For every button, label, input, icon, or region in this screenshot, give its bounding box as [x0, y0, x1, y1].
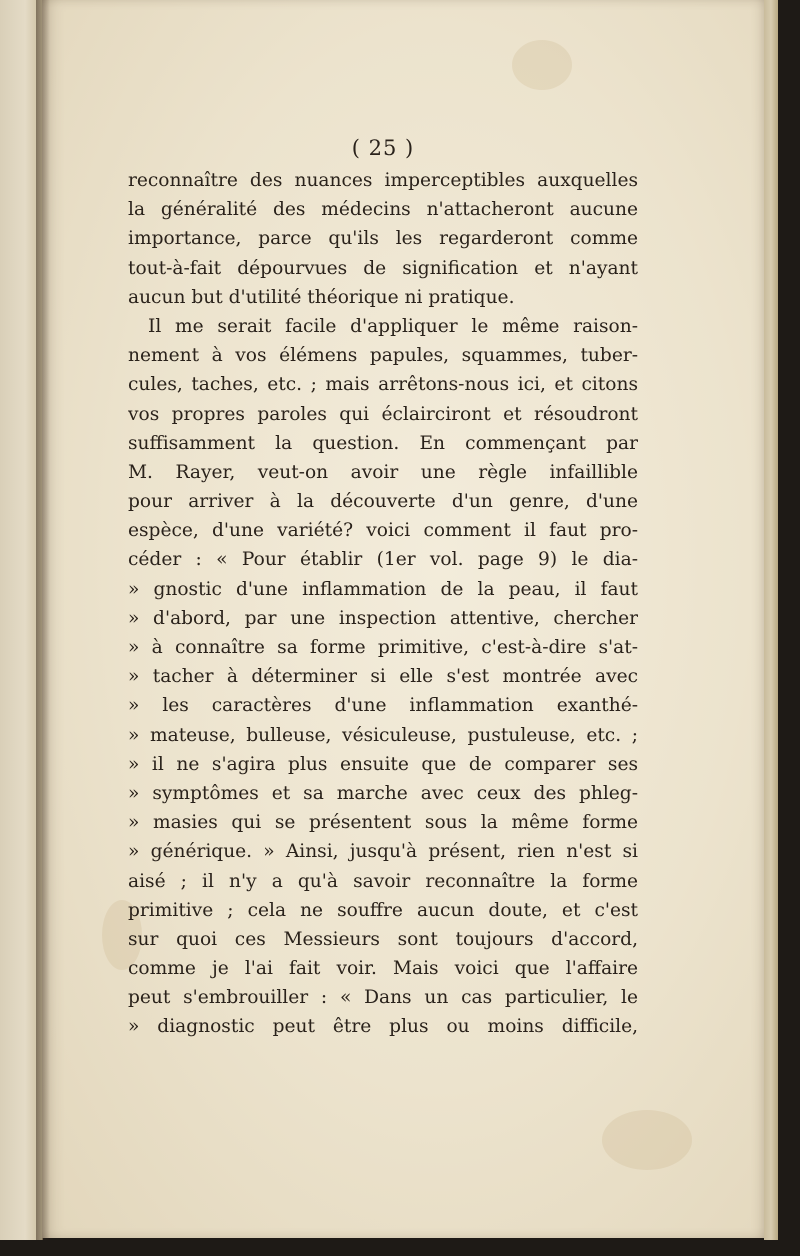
text-line: suffisamment la question. En commençant par [128, 432, 638, 454]
text-line: sur quoi ces Messieurs sont toujours d'accord, [128, 928, 638, 950]
text-line: tout-à-fait dépourvues de signification et n'ayant [128, 257, 638, 279]
text-line: espèce, d'une variété? voici comment il faut pro- [128, 520, 638, 542]
text-line: reconnaître des nuances imperceptibles auxquelles [128, 170, 638, 191]
text-line: comme je l'ai fait voir. Mais voici que l'affaire [128, 958, 638, 980]
text-line: » d'abord, par une inspection attentive, chercher [128, 607, 638, 629]
text-line: vos propres paroles qui éclairciront et résoudront [128, 403, 638, 425]
text-line: » les caractères d'une inflammation exanthé- [128, 695, 638, 717]
page-number: ( 25 ) [351, 136, 415, 160]
text-line: Il me serait facile d'appliquer le même raison- [148, 315, 638, 337]
text-line: » symptômes et sa marche avec ceux des phleg- [128, 782, 638, 804]
text-line: M. Rayer, veut-on avoir une règle infaillible [128, 461, 638, 483]
text-line: » à connaître sa forme primitive, c'est-à-dire s'at- [128, 637, 638, 658]
text-line: » diagnostic peut être plus ou moins difficile, [128, 1016, 638, 1038]
text-line: pour arriver à la découverte d'un genre, d'une [128, 491, 638, 513]
text-line: aisé ; il n'y a qu'à savoir reconnaître la forme [128, 870, 638, 892]
text-line: » gnostic d'une inflammation de la peau, il faut [128, 578, 638, 600]
text-line: peut s'embrouiller : « Dans un cas particulier, le [128, 987, 638, 1009]
spine-shadow [36, 0, 50, 1240]
text-line: » il ne s'agira plus ensuite que de comparer ses [128, 753, 638, 775]
text-line: importance, parce qu'ils les regarderont comme [128, 228, 638, 250]
text-line: céder : « Pour établir (1er vol. page 9) le dia- [128, 549, 638, 571]
text-line: » générique. » Ainsi, jusqu'à présent, rien n'est si [128, 841, 638, 863]
right-page-edge [764, 0, 778, 1240]
text-line: la généralité des médecins n'attacheront aucune [128, 199, 638, 221]
text-line: » tacher à déterminer si elle s'est montrée avec [128, 666, 638, 688]
text-line: cules, taches, etc. ; mais arrêtons-nous ici, et citons [128, 374, 638, 396]
text-line: » masies qui se présentent sous la même forme [128, 812, 638, 834]
page-text [128, 130, 638, 1042]
text-line: nement à vos élémens papules, squammes, tuber- [128, 345, 638, 367]
text-line: aucun but d'utilité théorique ni pratique. [128, 286, 515, 308]
text-line: » mateuse, bulleuse, vésiculeuse, pustuleuse, etc. ; [128, 724, 638, 746]
text-line: primitive ; cela ne souffre aucun doute, et c'est [128, 899, 638, 921]
